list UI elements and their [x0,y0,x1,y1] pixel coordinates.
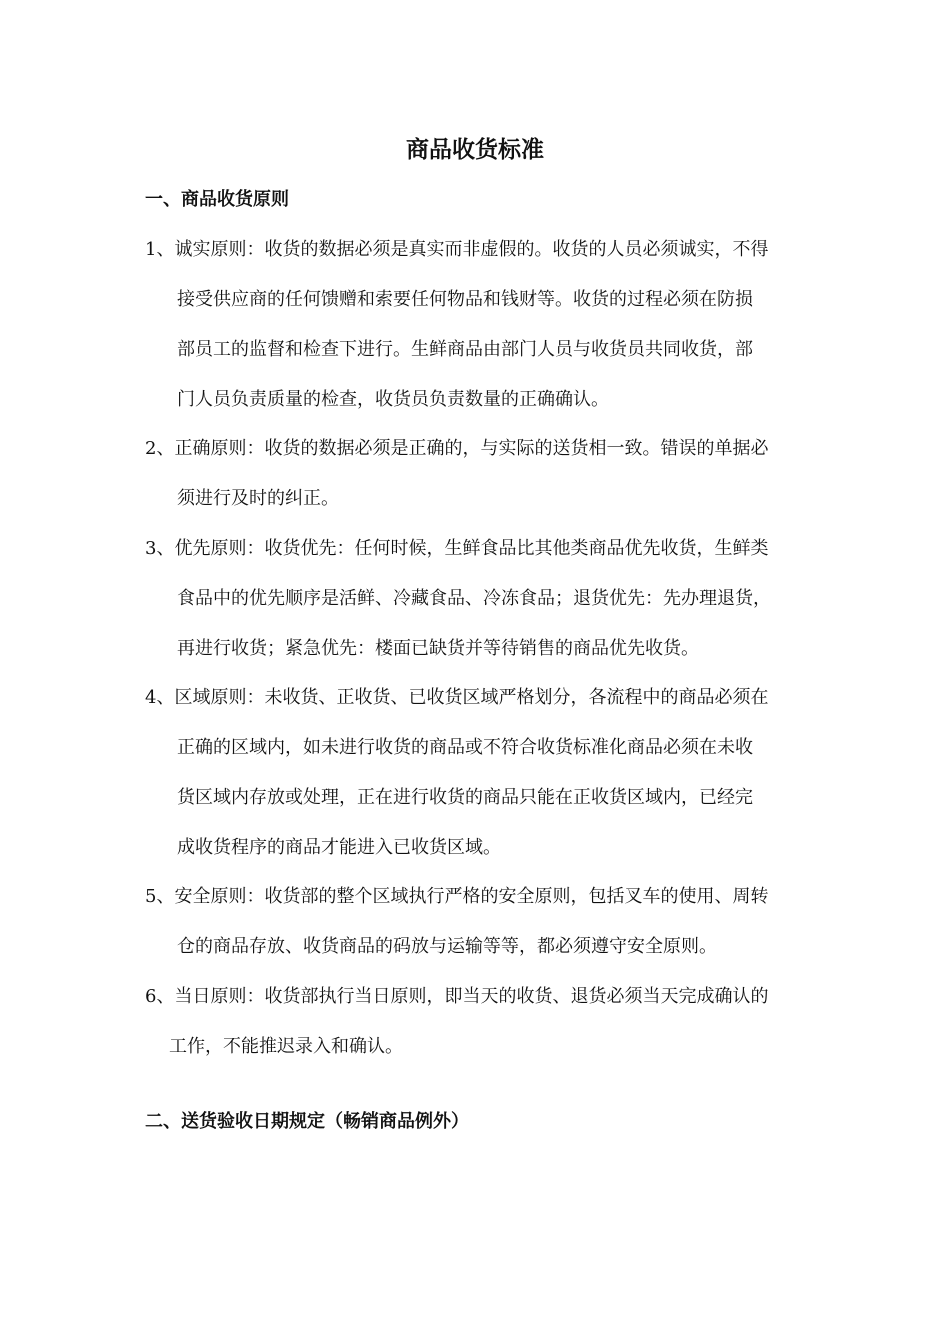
paragraph-line: 3、优先原则：收货优先：任何时候，生鲜食品比其他类商品优先收货，生鲜类 [145,538,769,559]
section-heading-receiving-principles: 一、商品收货原则 [145,189,289,210]
principle-item-zoning [145,673,815,873]
paragraph-line: 4、区域原则：未收货、正收货、已收货区域严格划分，各流程中的商品必须在 [145,687,769,708]
paragraph-line: 门人员负责质量的检查，收货员负责数量的正确确认。 [177,389,609,410]
paragraph-line: 工作，不能推迟录入和确认。 [169,1036,403,1057]
principle-item-honesty [145,225,815,425]
paragraph-line: 成收货程序的商品才能进入已收货区域。 [177,837,501,858]
paragraph-line: 接受供应商的任何馈赠和索要任何物品和钱财等。收货的过程必须在防损 [177,289,753,310]
section-heading-delivery-date-rules: 二、送货验收日期规定（畅销商品例外） [145,1111,469,1132]
principle-item-priority [145,524,815,674]
paragraph-line: 部员工的监督和检查下进行。生鲜商品由部门人员与收货员共同收货，部 [177,339,753,360]
paragraph-line: 正确的区域内，如未进行收货的商品或不符合收货标准化商品必须在未收 [177,737,753,758]
principle-item-same-day [145,972,815,1072]
paragraph-line: 仓的商品存放、收货商品的码放与运输等等，都必须遵守安全原则。 [177,936,717,957]
paragraph-line: 2、正确原则：收货的数据必须是正确的，与实际的送货相一致。错误的单据必 [145,438,769,459]
paragraph-line: 须进行及时的纠正。 [177,488,339,509]
principle-item-accuracy [145,424,815,524]
paragraph-line: 食品中的优先顺序是活鲜、冷藏食品、冷冻食品；退货优先：先办理退货， [177,588,771,609]
principle-item-safety [145,872,815,972]
document-title: 商品收货标准 [406,136,544,163]
paragraph-line: 再进行收货；紧急优先：楼面已缺货并等待销售的商品优先收货。 [177,638,699,659]
paragraph-line: 1、诚实原则：收货的数据必须是真实而非虚假的。收货的人员必须诚实，不得 [145,239,769,260]
paragraph-line: 货区域内存放或处理，正在进行收货的商品只能在正收货区域内，已经完 [177,787,753,808]
paragraph-line: 5、安全原则：收货部的整个区域执行严格的安全原则，包括叉车的使用、周转 [145,886,769,907]
paragraph-line: 6、当日原则：收货部执行当日原则，即当天的收货、退货必须当天完成确认的 [145,986,769,1007]
